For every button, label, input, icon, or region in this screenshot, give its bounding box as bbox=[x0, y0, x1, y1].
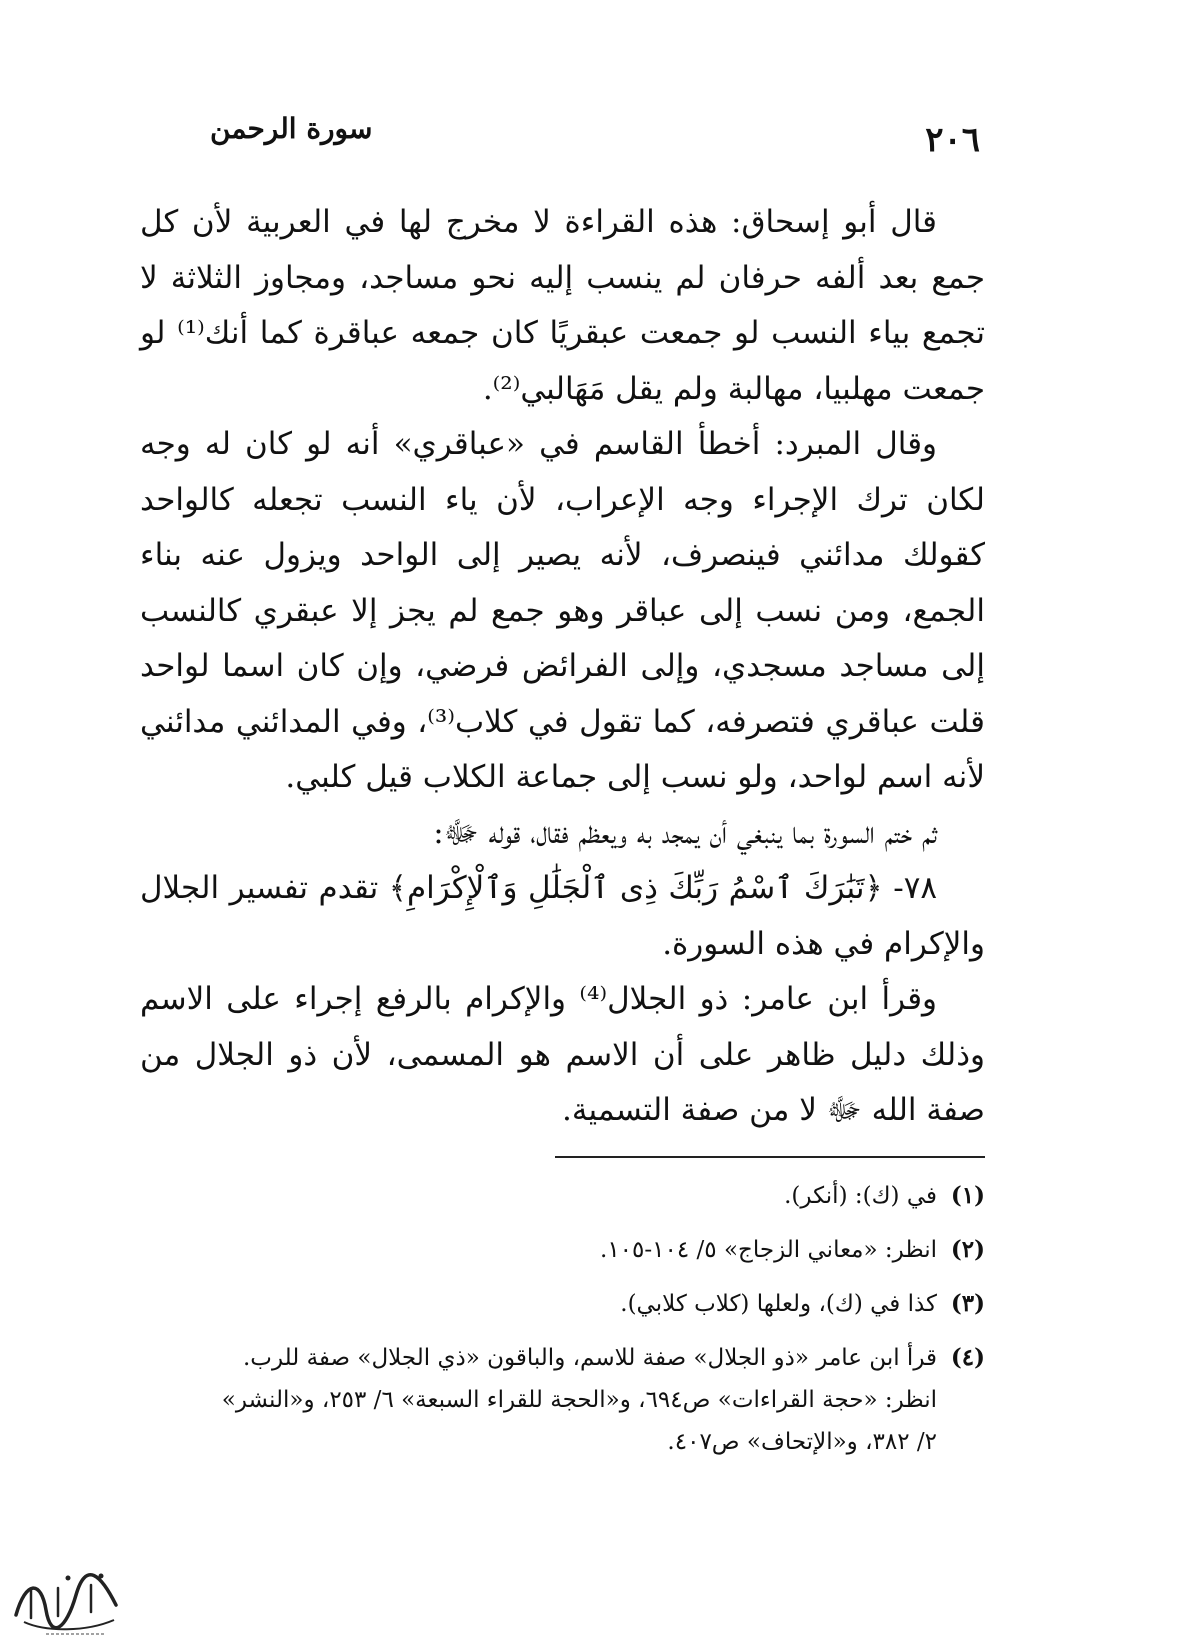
footnote bbox=[150, 1229, 985, 1271]
footnote-number: (١) bbox=[950, 1182, 985, 1209]
verse-paragraph: ٧٨- ﴿تَبَٰرَكَ ٱسْمُ رَبِّكَ ذِى ٱلْجَلَٰلِ وَٱلْإِكْرَامِ﴾ تقدم تفسير الجلال والإكرام في هذه السورة. bbox=[140, 870, 985, 962]
main-text bbox=[140, 195, 985, 1139]
footnote-text bbox=[150, 1283, 937, 1325]
footnote-divider bbox=[555, 1156, 985, 1158]
paragraph: وقال المبرد: أخطأ القاسم في «عباقري» أنه لو كان له وجه لكان ترك الإجراء وجه الإعراب، لأن ياء النسب تجعله كالواحد كقولك مدائني فينصرف، لأنه يصير إلى الواحد ويزول عنه بناء الجمع، ومن نسب إلى عباقر وهو جمع لم يجز إلا عبقري كالنسب إلى مساجد مسجدي، وإلى الفرائض فرضي، وإن كان اسما لواحد قلت عباقري فتصرفه، كما تقول في كلاب⁽³⁾، وفي المدائني مدائني لأنه اسم لواحد، ولو نسب إلى جماعة الكلاب قيل كلبي. bbox=[140, 426, 986, 795]
paragraph: وقرأ ابن عامر: ذو الجلال⁽⁴⁾ والإكرام بالرفع إجراء على الاسم وذلك دليل ظاهر على أن الاسم هو المسمى، لأن ذو الجلال من صفة الله ﷻ لا من صفة التسمية. bbox=[140, 981, 985, 1128]
footnote-number: (٣) bbox=[950, 1290, 985, 1317]
footnotes bbox=[150, 1175, 985, 1475]
calligraphy-logo-icon bbox=[6, 1560, 126, 1640]
footnote-line: كذا في (ك)، ولعلها (كلاب كلابي). bbox=[620, 1291, 937, 1317]
footnote bbox=[150, 1337, 985, 1463]
footnote bbox=[150, 1283, 985, 1325]
page-header bbox=[210, 112, 980, 162]
footnote-line: انظر: «حجة القراءات» ص٦٩٤، و«الحجة للقراء السبعة» ٦/ ٢٥٣، و«النشر» bbox=[221, 1387, 937, 1413]
footnote-line: قرأ ابن عامر «ذو الجلال» صفة للاسم، والباقون «ذي الجلال» صفة للرب. bbox=[243, 1345, 937, 1371]
footnote-number: (٢) bbox=[950, 1236, 985, 1263]
footnote bbox=[150, 1175, 985, 1217]
footnote-text bbox=[150, 1337, 937, 1463]
running-title: سورة الرحمن bbox=[210, 112, 373, 145]
paragraph: ثم ختم السورة بما ينبغي أن يمجد به ويعظم فقال، قوله ﷻ: bbox=[433, 814, 937, 851]
footnote-text bbox=[150, 1175, 937, 1217]
footnote-line: في (ك): (أنكر). bbox=[784, 1183, 937, 1209]
paragraph: قال أبو إسحاق: هذه القراءة لا مخرج لها في العربية لأن كل جمع بعد ألفه حرفان لم ينسب إليه نحو مساجد، ومجاوز الثلاثة لا تجمع بياء النسب لو جمعت عبقريًا كان جمعه عباقرة كما أنك⁽¹⁾ لو جمعت مهلبيا، مهالبة ولم يقل مَهَالبي⁽²⁾. bbox=[140, 204, 985, 407]
footnote-line: ٢/ ٣٨٢، و«الإتحاف» ص٤٠٧. bbox=[667, 1429, 937, 1455]
footnote-number: (٤) bbox=[950, 1344, 985, 1371]
footnote-line: انظر: «معاني الزجاج» ٥/ ١٠٤-١٠٥. bbox=[600, 1237, 937, 1263]
footnote-text bbox=[150, 1229, 937, 1271]
page-number: ٢٠٦ bbox=[925, 120, 980, 160]
